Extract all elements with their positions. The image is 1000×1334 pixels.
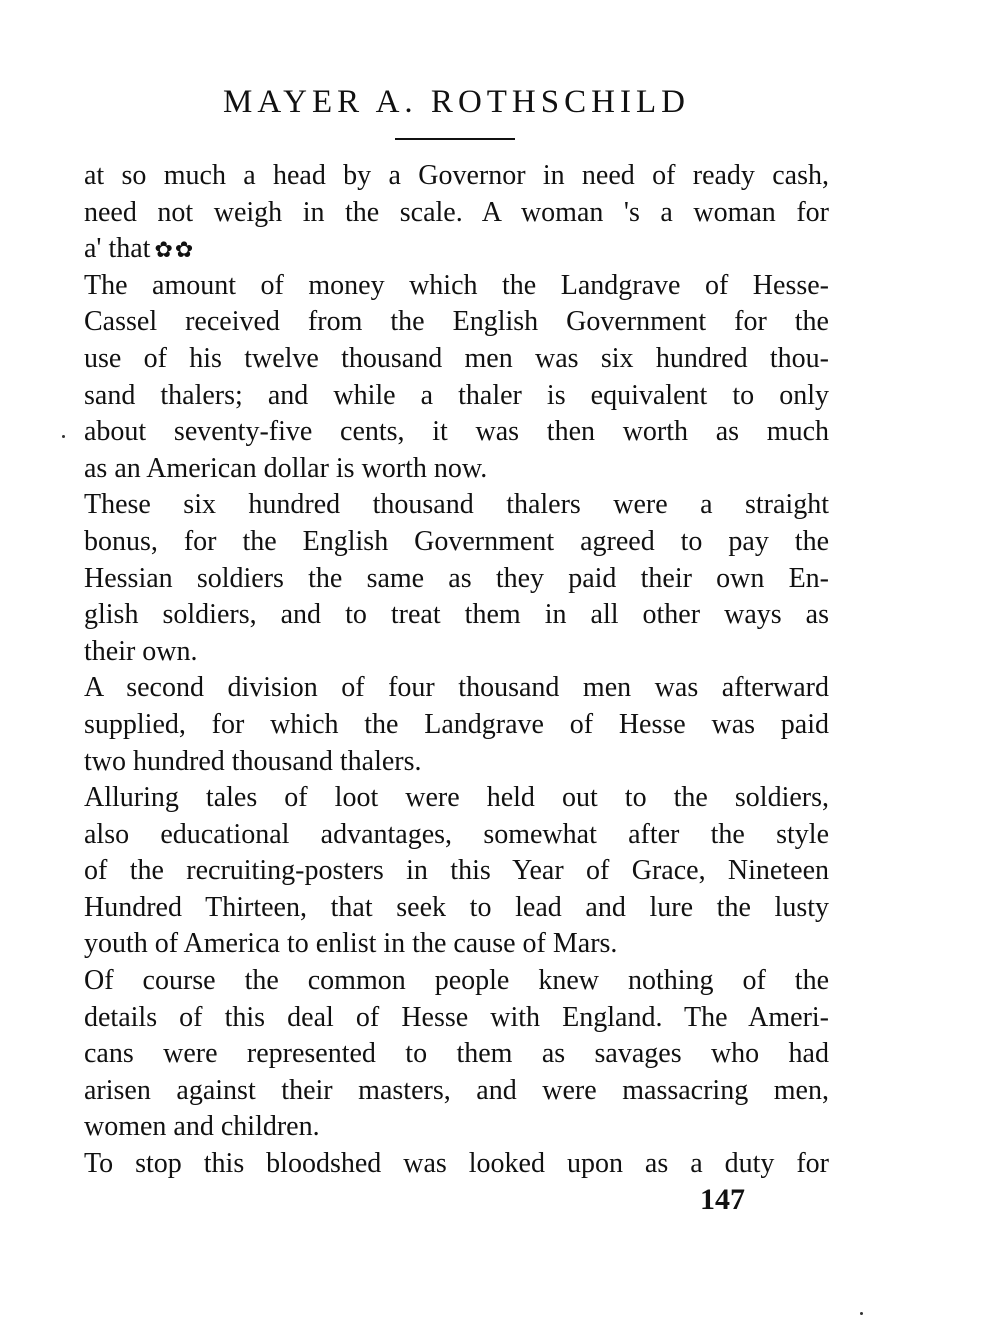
text-line-last: youth of America to enlist in the cause of Mars. — [84, 928, 618, 960]
text-line: at so much a head by a Governor in need of ready cash, — [84, 160, 829, 191]
text-line: Of course the common people knew nothing of the — [84, 965, 829, 997]
text-line: details of this deal of Hesse with England. The Ameri- — [84, 1001, 829, 1033]
text-line: glish soldiers, and to treat them in all other ways as — [84, 599, 829, 631]
text-line: bonus, for the English Government agreed to pay the — [84, 525, 829, 557]
text-line: To stop this bloodshed was looked upon as a duty for — [84, 1148, 829, 1180]
ink-speck — [62, 435, 65, 438]
text-line-last: women and children. — [84, 1111, 320, 1143]
text-line-last: their own. — [84, 635, 198, 667]
head-rule — [395, 138, 515, 140]
text-line: also educational advantages, somewhat after the style — [84, 818, 829, 850]
text-line: Alluring tales of loot were held out to the soldiers, — [84, 782, 829, 814]
text-line-last — [84, 231, 829, 268]
body-text — [84, 158, 829, 1183]
text-line: The amount of money which the Landgrave of Hesse- — [84, 269, 829, 301]
text-line: sand thalers; and while a thaler is equivalent to only — [84, 379, 829, 411]
text-line-last: as an American dollar is worth now. — [84, 452, 488, 484]
text-line: about seventy-five cents, it was then worth as much — [84, 416, 829, 448]
flower-ornament-icon: ✿✿ — [154, 238, 196, 264]
text-line: Hessian soldiers the same as they paid their own En- — [84, 562, 829, 594]
ink-speck — [860, 1312, 863, 1315]
text-line: arisen against their masters, and were massacring men, — [84, 1074, 829, 1106]
page-number: 147 — [700, 1183, 745, 1216]
text-line-last: two hundred thousand thalers. — [84, 745, 422, 777]
text-line: These six hundred thousand thalers were a straight — [84, 489, 829, 521]
text-line: A second division of four thousand men was afterward — [84, 672, 829, 704]
text-line: Hundred Thirteen, that seek to lead and lure the lusty — [84, 891, 829, 923]
text-line: supplied, for which the Landgrave of Hesse was paid — [84, 708, 829, 740]
text-line: cans were represented to them as savages who had — [84, 1038, 829, 1070]
text-line: use of his twelve thousand men was six hundred thou- — [84, 342, 829, 374]
running-head: MAYER A. ROTHSCHILD — [223, 84, 690, 120]
text-line: need not weigh in the scale. A woman 's a woman for — [84, 196, 829, 228]
text-line: of the recruiting-posters in this Year of Grace, Nineteen — [84, 855, 829, 887]
text-line: Cassel received from the English Government for the — [84, 306, 829, 338]
text-line-content: a' that — [84, 233, 151, 265]
